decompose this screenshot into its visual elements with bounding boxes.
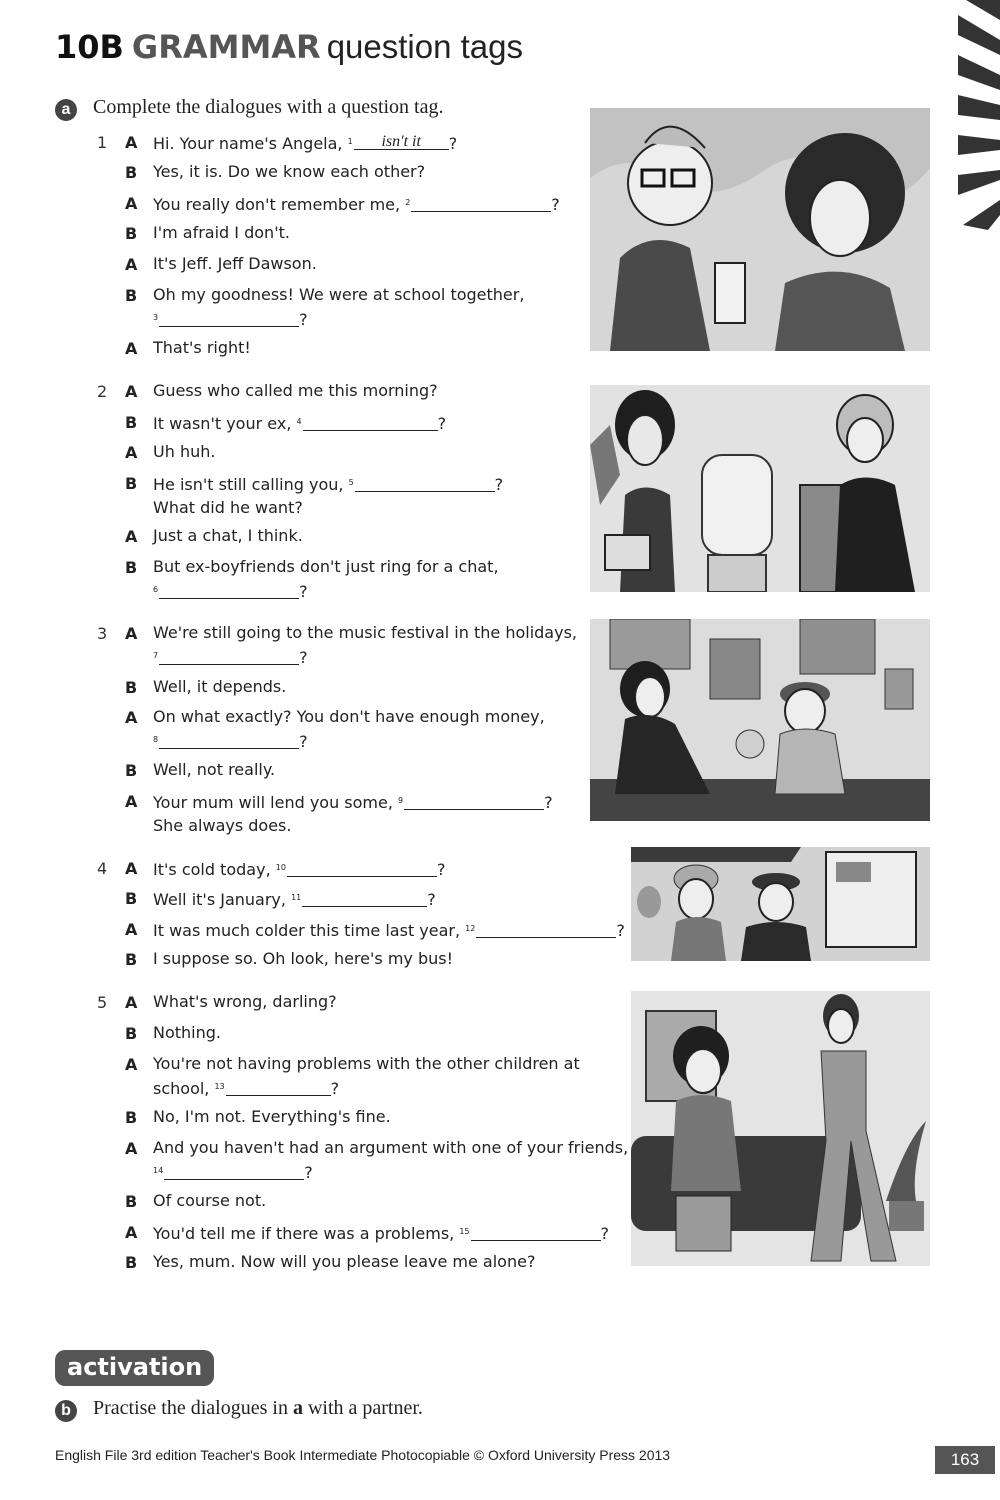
section-topic: question tags bbox=[326, 28, 523, 65]
dialogue-number: 3 bbox=[97, 624, 108, 643]
dialogue-line bbox=[153, 1105, 391, 1128]
question-mark: ? bbox=[299, 648, 308, 667]
dialogue-line bbox=[153, 675, 286, 698]
speaker-label: B bbox=[125, 558, 138, 577]
dialogue-line bbox=[153, 130, 457, 155]
dialogue-line bbox=[153, 1189, 266, 1212]
answer-gap[interactable] bbox=[164, 1164, 304, 1180]
dialogue-line bbox=[153, 1220, 609, 1245]
line-text: It's Jeff. Jeff Dawson. bbox=[153, 254, 317, 273]
speaker-label: B bbox=[125, 1108, 138, 1127]
speaker-label: B bbox=[125, 950, 138, 969]
answer-gap[interactable] bbox=[287, 861, 437, 877]
exercise-b-instruction bbox=[93, 1397, 423, 1420]
footer-credit bbox=[55, 1447, 670, 1463]
dialogue-line bbox=[153, 1136, 628, 1184]
speaker-label: A bbox=[125, 133, 138, 152]
gap-number: 8 bbox=[153, 735, 159, 744]
speaker-label: A bbox=[125, 1139, 138, 1158]
line-text: But ex-boyfriends don't just ring for a chat, bbox=[153, 557, 499, 576]
illustration-living-room bbox=[631, 991, 930, 1266]
footer-rights: Photocopiable © Oxford University Press 2013 bbox=[381, 1447, 671, 1463]
speaker-label: B bbox=[125, 286, 138, 305]
line-text: You'd tell me if there was a problems, bbox=[153, 1224, 460, 1243]
speaker-label: A bbox=[125, 624, 138, 643]
line-text: You're not having problems with the other children at bbox=[153, 1054, 580, 1073]
activation-badge: activation bbox=[55, 1350, 214, 1386]
question-mark: ? bbox=[551, 195, 560, 214]
illustration-bus-stop bbox=[631, 847, 930, 961]
line-text: And you haven't had an argument with one of your friends, bbox=[153, 1138, 629, 1157]
exercise-b-text: Practise the dialogues in bbox=[93, 1397, 293, 1419]
dialogue-line bbox=[153, 191, 560, 216]
line-text: That's right! bbox=[153, 338, 251, 357]
exercise-b-ref: a bbox=[292, 1397, 303, 1419]
dialogue-line bbox=[153, 758, 275, 781]
gap-number: 11 bbox=[291, 893, 302, 902]
dialogue-line bbox=[153, 471, 503, 519]
question-mark: ? bbox=[437, 414, 447, 433]
answer-gap[interactable] bbox=[476, 922, 616, 938]
line-text: He isn't still calling you, bbox=[153, 475, 349, 494]
question-mark: ? bbox=[330, 1079, 340, 1098]
answer-gap[interactable] bbox=[355, 476, 495, 492]
speaker-label: A bbox=[125, 255, 138, 274]
illustration-teen-room bbox=[590, 619, 930, 821]
gap-number: 6 bbox=[153, 585, 159, 594]
example-answer: isn't it bbox=[381, 133, 421, 150]
answer-gap[interactable] bbox=[404, 794, 544, 810]
answer-gap[interactable] bbox=[411, 196, 551, 212]
line-text: No, I'm not. Everything's fine. bbox=[153, 1107, 391, 1126]
dialogue-line bbox=[153, 621, 577, 669]
speaker-label: B bbox=[125, 1192, 138, 1211]
speaker-label: B bbox=[125, 678, 138, 697]
line-text: It was much colder this time last year, bbox=[153, 921, 466, 940]
dialogue-line bbox=[153, 1250, 535, 1273]
speaker-label: A bbox=[125, 194, 138, 213]
dialogue-line bbox=[153, 336, 251, 359]
dialogue-line bbox=[153, 947, 453, 970]
line-text: Yes, it is. Do we know each other? bbox=[153, 162, 426, 181]
dialogue-line bbox=[153, 1052, 580, 1100]
answer-gap[interactable] bbox=[159, 649, 299, 665]
speaker-label: A bbox=[125, 382, 138, 401]
gap-number: 3 bbox=[153, 313, 159, 322]
gap-number: 2 bbox=[405, 198, 411, 207]
speaker-label: A bbox=[125, 993, 138, 1012]
dialogue-number: 2 bbox=[97, 382, 108, 401]
dialogue-line bbox=[153, 789, 553, 837]
gap-number: 14 bbox=[153, 1166, 164, 1175]
speaker-label: B bbox=[125, 163, 138, 182]
dialogue-line bbox=[153, 524, 303, 547]
speaker-label: A bbox=[125, 527, 138, 546]
dialogue-number: 1 bbox=[97, 133, 108, 152]
answer-gap[interactable] bbox=[471, 1225, 601, 1241]
answer-gap[interactable] bbox=[302, 891, 427, 907]
illustration-party-meeting bbox=[590, 108, 930, 351]
answer-gap[interactable] bbox=[303, 415, 438, 431]
question-mark: ? bbox=[436, 860, 446, 879]
speaker-label: B bbox=[125, 413, 138, 432]
dialogue-line bbox=[153, 440, 215, 463]
gap-number: 15 bbox=[459, 1227, 470, 1236]
dialogue-line bbox=[153, 917, 625, 942]
gap-number: 4 bbox=[296, 417, 302, 426]
speaker-label: A bbox=[125, 859, 138, 878]
dialogue-line bbox=[153, 410, 446, 435]
question-mark: ? bbox=[448, 134, 458, 153]
dialogue-number: 4 bbox=[97, 859, 108, 878]
line-text: Well it's January, bbox=[153, 890, 292, 909]
gap-number: 10 bbox=[275, 863, 286, 872]
page-number: 163 bbox=[935, 1446, 995, 1474]
line-text: school, bbox=[153, 1079, 215, 1098]
line-text: Nothing. bbox=[153, 1023, 221, 1042]
exercise-a-instruction: Complete the dialogues with a question tag. bbox=[93, 96, 444, 118]
footer-book: English File 3rd edition Teacher's Book Intermediate bbox=[55, 1447, 378, 1463]
dialogue-number: 5 bbox=[97, 993, 108, 1012]
line-text: Guess who called me this morning? bbox=[153, 381, 438, 400]
page-title bbox=[55, 28, 523, 66]
line-text: What did he want? bbox=[153, 498, 303, 517]
line-text: I suppose so. Oh look, here's my bus! bbox=[153, 949, 454, 968]
line-text: On what exactly? You don't have enough money, bbox=[153, 707, 545, 726]
line-text: It's cold today, bbox=[153, 860, 276, 879]
gap-number: 13 bbox=[214, 1082, 225, 1091]
gap-number: 12 bbox=[465, 924, 476, 933]
dialogue-line bbox=[153, 886, 436, 911]
line-text: You really don't remember me, bbox=[153, 195, 406, 214]
line-text: What's wrong, darling? bbox=[153, 992, 337, 1011]
line-text: It wasn't your ex, bbox=[153, 414, 297, 433]
speaker-label: A bbox=[125, 920, 138, 939]
question-mark: ? bbox=[304, 1163, 313, 1182]
speaker-label: A bbox=[125, 339, 138, 358]
line-text: She always does. bbox=[153, 816, 292, 835]
line-text: Oh my goodness! We were at school together, bbox=[153, 285, 525, 304]
speaker-label: A bbox=[125, 1055, 138, 1074]
line-text: Uh huh. bbox=[153, 442, 216, 461]
section-code: 10B bbox=[55, 28, 124, 66]
question-mark: ? bbox=[299, 310, 308, 329]
section-label: GRAMMAR bbox=[131, 28, 321, 66]
illustration-office-watercooler bbox=[590, 385, 930, 592]
question-mark: ? bbox=[544, 793, 553, 812]
speaker-label: A bbox=[125, 792, 138, 811]
answer-gap[interactable] bbox=[226, 1080, 331, 1096]
speaker-label: B bbox=[125, 1253, 138, 1272]
question-mark: ? bbox=[427, 890, 436, 909]
speaker-label: B bbox=[125, 761, 138, 780]
answer-gap[interactable] bbox=[159, 311, 299, 327]
dialogue-line bbox=[153, 705, 545, 753]
dialogue-line bbox=[153, 856, 445, 881]
line-text: We're still going to the music festival in the holidays, bbox=[153, 623, 577, 642]
question-mark: ? bbox=[299, 732, 308, 751]
line-text: Yes, mum. Now will you please leave me alone? bbox=[153, 1252, 536, 1271]
line-text: Just a chat, I think. bbox=[153, 526, 303, 545]
gap-number: 5 bbox=[348, 478, 354, 487]
speaker-label: A bbox=[125, 443, 138, 462]
speaker-label: B bbox=[125, 1024, 138, 1043]
speaker-label: A bbox=[125, 708, 138, 727]
dialogue-line bbox=[153, 252, 317, 275]
question-mark: ? bbox=[494, 475, 504, 494]
speaker-label: B bbox=[125, 224, 138, 243]
dialogue-line bbox=[153, 379, 438, 402]
speaker-label: B bbox=[125, 474, 138, 493]
answer-gap[interactable] bbox=[159, 583, 299, 599]
line-text: I'm afraid I don't. bbox=[153, 223, 290, 242]
line-text: Well, it depends. bbox=[153, 677, 287, 696]
speaker-label: A bbox=[125, 1223, 138, 1242]
dialogue-line bbox=[153, 160, 425, 183]
speaker-label: B bbox=[125, 889, 138, 908]
exercise-b-text-end: with a partner. bbox=[302, 1397, 423, 1419]
line-text: Your mum will lend you some, bbox=[153, 793, 399, 812]
exercise-a-badge: a bbox=[55, 99, 77, 121]
line-text: Hi. Your name's Angela, bbox=[153, 134, 348, 153]
dialogue-line bbox=[153, 283, 524, 331]
gap-number: 7 bbox=[153, 651, 159, 660]
line-text: Well, not really. bbox=[153, 760, 276, 779]
dialogue-line bbox=[153, 221, 290, 244]
answer-gap[interactable] bbox=[159, 733, 299, 749]
decorative-stripes bbox=[958, 0, 1000, 230]
dialogue-line bbox=[153, 990, 337, 1013]
question-mark: ? bbox=[600, 1224, 610, 1243]
line-text: Of course not. bbox=[153, 1191, 267, 1210]
dialogue-line bbox=[153, 1021, 221, 1044]
question-mark: ? bbox=[299, 582, 308, 601]
dialogue-line bbox=[153, 555, 499, 603]
gap-number: 1 bbox=[347, 137, 353, 146]
answer-gap-filled[interactable] bbox=[354, 134, 449, 150]
gap-number: 9 bbox=[398, 796, 404, 805]
question-mark: ? bbox=[616, 921, 625, 940]
exercise-b-badge: b bbox=[55, 1400, 77, 1422]
